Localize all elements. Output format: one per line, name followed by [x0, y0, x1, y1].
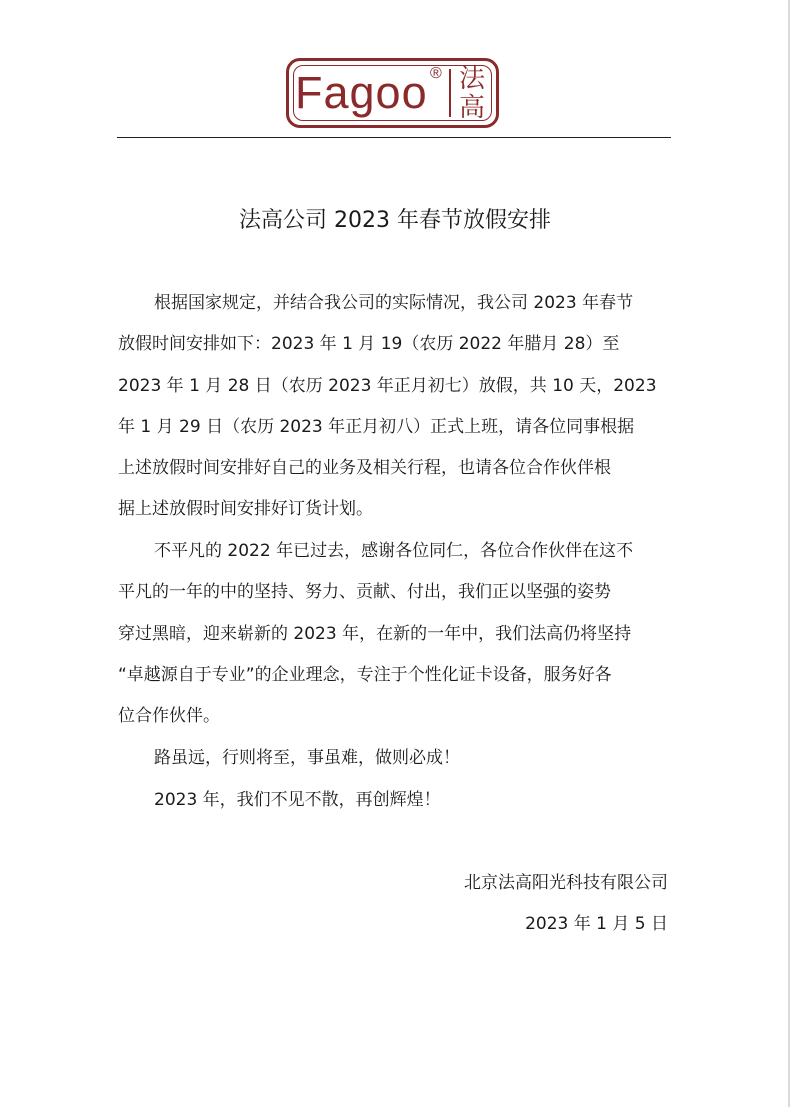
paragraph-line: 2023 年 1 月 28 日（农历 2023 年正月初七）放假，共 10 天，2023	[118, 375, 657, 396]
paragraph-closing	[118, 780, 670, 821]
paragraph-line: 2023 年，我们不见不散，再创辉煌！	[154, 790, 441, 810]
paragraph-line: 位合作伙伴。	[118, 706, 220, 727]
logo-chinese-top: 法	[458, 64, 485, 94]
paragraph-line: “卓越源自于专业”的企业理念，专注于个性化证卡设备，服务好各	[118, 664, 612, 685]
logo-wordmark: Fagoo	[295, 67, 428, 118]
paragraph-thanks	[118, 531, 670, 737]
paragraph-line: 根据国家规定，并结合我公司的实际情况，我公司 2023 年春节	[154, 293, 634, 313]
header-rule	[117, 137, 671, 138]
page-title: 法高公司 2023 年春节放假安排	[239, 208, 551, 233]
paragraph-line: 放假时间安排如下：2023 年 1 月 19（农历 2022 年腊月 28）至	[118, 334, 620, 355]
paragraph-line: 穿过黑暗，迎来崭新的 2023 年，在新的一年中，我们法高仍将坚持	[118, 623, 632, 644]
paragraph-line: 年 1 月 29 日（农历 2023 年正月初八）正式上班，请各位同事根据	[118, 416, 635, 437]
paragraph-holiday-schedule	[118, 283, 670, 531]
logo-divider	[449, 69, 451, 117]
paragraph-motto	[118, 738, 670, 779]
registered-mark: ®	[430, 65, 442, 82]
paragraph-line: 平凡的一年的中的坚持、努力、贡献、付出，我们正以坚强的姿势	[118, 582, 611, 603]
paragraph-line: 据上述放假时间安排好订货计划。	[118, 499, 373, 520]
paragraph-line: 路虽远，行则将至，事虽难，做则必成！	[154, 748, 460, 768]
logo-chinese-bottom: 高	[458, 93, 485, 123]
fagoo-logo	[286, 58, 499, 128]
signature-date: 2023 年 1 月 5 日	[525, 914, 668, 934]
paragraph-line: 不平凡的 2022 年已过去，感谢各位同仁，各位合作伙伴在这不	[154, 541, 634, 561]
signature-company: 北京法高阳光科技有限公司	[464, 873, 668, 893]
logo-chinese-mark	[457, 65, 487, 123]
paragraph-line: 上述放假时间安排好自己的业务及相关行程，也请各位合作伙伴根	[118, 458, 611, 479]
